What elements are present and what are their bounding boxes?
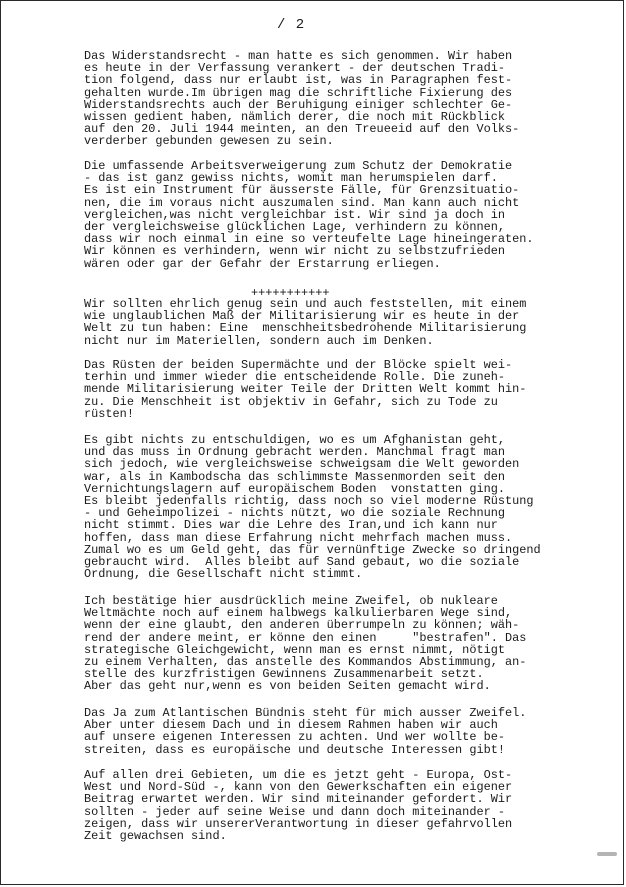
paragraph-widerstandsrecht: Das Widerstandsrecht - man hatte es sich genommen. Wir haben es heute in der Verfassung verankert - der deutschen Tradi- tion folgend, dass nur erlaubt ist, was in Paragraphen fest- gehalten wurde.Im übrigen mag die schriftliche Fixierung des Widerstandsrechts auch der Beruhigung einiger schlechter Ge- wissen gedient haben, nämlich derer, die noch mit Rückblick auf den 20. Juli 1944 meinten, an den Treueeid auf den Volks- verderber gebunden gewesen zu sein.	[84, 49, 520, 149]
paragraph-militarisierung: Wir sollten ehrlich genug sein und auch feststellen, mit einem wie unglaublichen Maß der Militarisierung wir es heute in der Welt zu tun haben: Eine menschheitsbedrohende Militarisierung nicht nur im Materiellen, sondern auch im Denken.	[84, 297, 527, 348]
scan-smudge	[597, 852, 617, 856]
paragraph-gewerkschaften: Auf allen drei Gebieten, um die es jetzt geht - Europa, Ost- West und Nord-Süd -, kann von den Gewerkschaften ein eigener Beitrag erwartet werden. Wir sind miteinander gefordert. Wir sollten - jeder auf seine Weise und dann doch miteinander - zeigen, dass wir unsererVerantwortung in dieser gefahrvollen Zeit gewachsen sind.	[84, 768, 513, 844]
paragraph-afghanistan: Es gibt nichts zu entschuldigen, wo es um Afghanistan geht, und das muss in Ordnung gebracht werden. Manchmal fragt man sich jedoch, wie vergleichsweise schweigsam die Welt geworden war, als in Kambodscha das schlimmste Massenmorden seit den Vernichtungslagern auf europäischem Boden vonstatten ging. Es bleibt jedenfalls richtig, dass noch so viel moderne Rüstung - und Geheimpolizei - nichts nützt, wo die soziale Rechnung nicht stimmt. Dies war die Lehre des Iran,und ich kann nur hoffen, dass man diese Erfahrung nicht mehrfach machen muss. Zumal wo es um Geld geht, das für vernünftige Zwecke so dringend gebraucht wird. Alles bleibt auf Sand gebaut, wo die soziale Ordnung, die Gesellschaft nicht stimmt.	[84, 433, 541, 582]
section-separator: +++++++++++	[251, 286, 330, 300]
paragraph-atlantisches-buendnis: Das Ja zum Atlantischen Bündnis steht für mich ausser Zweifel. Aber unter diesem Dach und in diesem Rahmen haben wir auch auf unsere eigenen Interessen zu achten. Und wer wollte be- streiten, dass es europäische und deutsche Interessen gibt!	[84, 706, 527, 757]
paragraph-nukleare-weltmaechte: Ich bestätige hier ausdrücklich meine Zweifel, ob nukleare Weltmächte noch auf einem halbwegs kalkulierbaren Wege sind, wenn der eine glaubt, den anderen überrumpeln zu können; wäh- rend der andere meint, er könne den einen "bestrafen". Das strategische Gleichgewicht, wenn man es ernst nimmt, nötigt zu einem Verhalten, das anstelle des Kommandos Abstimmung, an- stelle des kurzfristigen Gewinnens Zusammenarbeit setzt. Aber das geht nur,wenn es von beiden Seiten gemacht wird.	[84, 594, 527, 694]
paragraph-ruesten: Das Rüsten der beiden Supermächte und der Blöcke spielt wei- terhin und immer wieder die entscheidende Rolle. Die zuneh- mende Militarisierung weiter Teile der Dritten Welt kommt hin- zu. Die Menschheit ist objektiv in Gefahr, sich zu Tode zu rüsten!	[84, 358, 527, 421]
paragraph-arbeitsverweigerung: Die umfassende Arbeitsverweigerung zum Schutz der Demokratie - das ist ganz gewiss nichts, womit man herumspielen darf. Es ist ein Instrument für äusserste Fälle, für Grenzsituatio- nen, die im voraus nicht auszumalen sind. Man kann auch nicht vergleichen,was nicht vergleichbar ist. Wir sind ja doch in der vergleichsweise glücklichen Lage, verhindern zu können, dass wir noch einmal in eine so verteufelte Lage hineingeraten. Wir können es verhindern, wenn wir nicht zu selbstzufrieden wären oder gar der Gefahr der Erstarrung erliegen.	[84, 159, 534, 271]
page-number: / 2	[277, 17, 306, 33]
